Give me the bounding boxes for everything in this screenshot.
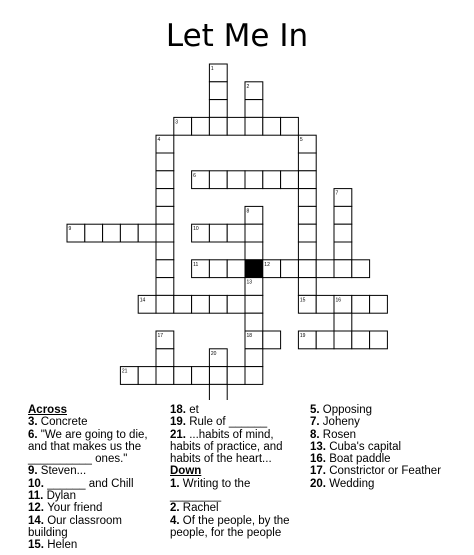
clue-text: ______ and Chill	[47, 477, 134, 490]
grid-cell[interactable]	[85, 224, 103, 242]
clue-text: Of the people, by the people, for the people	[170, 514, 290, 539]
clue-number-label: 16	[335, 297, 342, 304]
clue-number-label: 4	[157, 137, 161, 144]
grid-cell[interactable]	[227, 224, 245, 242]
down-heading: Down	[170, 465, 202, 478]
grid-cell[interactable]	[138, 224, 156, 242]
clue-number-label: 6	[193, 172, 196, 179]
grid-cell[interactable]	[156, 224, 174, 242]
clue-number-label: 11	[193, 261, 199, 268]
clues-column-middle	[170, 404, 298, 539]
clue-text: Rachel	[182, 502, 219, 515]
grid-cell[interactable]	[227, 367, 245, 385]
grid-cell[interactable]	[298, 278, 316, 296]
clue-text: ...habits of mind, habits of practice, and habits of the heart...	[170, 428, 283, 466]
clue-text: Constrictor or Feather	[329, 465, 442, 478]
down-clue	[170, 478, 298, 503]
grid-cell[interactable]	[209, 224, 227, 242]
clue-number: 20.	[310, 477, 330, 490]
clue-text: Writing to the ________	[170, 477, 251, 503]
clue-text: Your friend	[47, 502, 103, 515]
grid-cell[interactable]	[245, 313, 263, 331]
clue-number-label: 14	[139, 297, 146, 304]
clue-number: 13.	[310, 440, 330, 453]
grid-cell[interactable]	[298, 224, 316, 242]
clue-number-label: 7	[335, 190, 339, 197]
puzzle-title: Let Me In	[165, 18, 309, 54]
grid-cell[interactable]	[245, 100, 263, 118]
across-clue	[28, 515, 158, 540]
grid-cell[interactable]	[192, 295, 210, 313]
grid-cell[interactable]	[316, 331, 334, 349]
down-column-right	[310, 404, 450, 490]
grid-cell[interactable]	[227, 171, 245, 189]
grid-cell[interactable]	[298, 171, 316, 189]
grid-cell[interactable]	[263, 331, 281, 349]
down-clue	[310, 465, 450, 477]
clue-number-label: 1	[210, 66, 214, 72]
grid-cell[interactable]	[227, 260, 245, 278]
clue-number-label: 20	[210, 350, 217, 357]
grid-cell[interactable]	[281, 260, 299, 278]
grid-cell[interactable]	[316, 260, 334, 278]
clue-number: 7.	[310, 416, 323, 429]
grid-cell[interactable]	[281, 171, 299, 189]
grid-cell[interactable]	[334, 260, 352, 278]
down-clue	[170, 502, 298, 514]
clue-number: 17.	[310, 465, 330, 478]
grid-cell[interactable]	[281, 117, 299, 135]
clue-text: Rule of ______	[189, 416, 268, 429]
clue-number: 10.	[28, 477, 48, 490]
across-clue	[28, 490, 158, 502]
black-square	[245, 260, 263, 278]
clue-number: 6.	[28, 428, 41, 441]
down-clue	[310, 441, 450, 453]
across-clue	[28, 478, 158, 490]
down-clue	[310, 429, 450, 441]
grid-cell[interactable]	[209, 82, 227, 100]
clue-number-label: 18	[246, 333, 253, 339]
grid-cell[interactable]	[245, 171, 263, 189]
grid-cell[interactable]	[245, 349, 263, 367]
grid-cell[interactable]	[334, 224, 352, 242]
grid-cell[interactable]	[156, 278, 174, 296]
grid-cell[interactable]	[263, 117, 281, 135]
clue-number-label: 13	[246, 279, 253, 286]
grid-cell[interactable]	[334, 242, 352, 260]
grid-cell[interactable]	[174, 295, 192, 313]
grid-cell[interactable]	[227, 295, 245, 313]
grid-cell[interactable]	[156, 367, 174, 385]
across-clue	[28, 465, 158, 477]
clue-number: 18.	[170, 404, 190, 416]
clue-number-label: 12	[264, 261, 270, 268]
clue-number-label: 8	[246, 208, 250, 215]
clue-number: 9.	[28, 465, 41, 478]
clue-number-label: 17	[157, 333, 164, 339]
down-clue	[310, 416, 450, 428]
grid-cell[interactable]	[209, 100, 227, 118]
across-column	[28, 404, 158, 552]
grid-cell[interactable]	[370, 295, 388, 313]
clue-number: 2.	[170, 502, 183, 515]
grid-cell[interactable]	[370, 331, 388, 349]
grid-cell[interactable]	[120, 224, 138, 242]
clue-text: "We are going to die, and that makes us the __________ ones."	[28, 428, 148, 466]
across-heading: Across	[28, 404, 67, 416]
clue-text: Rosen	[322, 428, 357, 441]
across-clue	[170, 416, 298, 428]
clue-text: Joheny	[322, 416, 360, 429]
clue-number: 16.	[310, 453, 330, 466]
clue-number-label: 3	[175, 119, 179, 126]
grid-cell[interactable]	[209, 260, 227, 278]
grid-cell[interactable]	[352, 295, 370, 313]
clue-text: Dylan	[46, 490, 76, 503]
grid-cell[interactable]	[227, 117, 245, 135]
grid-cell[interactable]	[245, 117, 263, 135]
grid-cell[interactable]	[156, 260, 174, 278]
grid-cell[interactable]	[209, 171, 227, 189]
grid-cell[interactable]	[174, 367, 192, 385]
grid-cell[interactable]	[245, 242, 263, 260]
clue-number-label: 10	[193, 226, 199, 233]
grid-cell[interactable]	[352, 260, 370, 278]
clue-text: et	[189, 404, 199, 416]
clue-number-label: 19	[299, 333, 306, 339]
grid-cell[interactable]	[156, 242, 174, 260]
down-clue	[310, 453, 450, 465]
grid-cell[interactable]	[298, 242, 316, 260]
clue-number: 3.	[28, 416, 41, 429]
clue-text: Our classroom building	[28, 514, 122, 539]
grid-cell[interactable]	[156, 171, 174, 189]
across-clue	[28, 502, 158, 514]
grid-cell[interactable]	[245, 224, 263, 242]
down-clue	[310, 478, 450, 490]
clue-number: 21.	[170, 428, 190, 441]
clue-number: 8.	[310, 428, 323, 441]
grid-cell[interactable]	[298, 206, 316, 224]
across-clue	[170, 404, 298, 416]
clue-number-label: 5	[299, 137, 303, 144]
grid-cell[interactable]	[156, 153, 174, 171]
clue-text: Boat paddle	[329, 453, 391, 466]
grid-cell[interactable]	[298, 153, 316, 171]
down-clue	[310, 404, 450, 416]
grid-cell[interactable]	[156, 295, 174, 313]
down-clue	[170, 515, 298, 540]
clue-number: 15.	[28, 539, 48, 552]
clue-number-label: 9	[68, 226, 72, 233]
clue-number-label: 2	[246, 83, 250, 90]
clue-number: 4.	[170, 514, 183, 527]
across-clue	[170, 429, 298, 466]
across-clue	[28, 416, 158, 428]
grid-cell[interactable]	[103, 224, 121, 242]
clue-text: Cuba's capital	[329, 440, 402, 453]
clue-text: Opposing	[322, 404, 373, 416]
clue-number: 5.	[310, 404, 323, 416]
clue-number: 14.	[28, 514, 48, 527]
grid-cell[interactable]	[192, 117, 210, 135]
across-clue	[28, 539, 158, 551]
grid-cell[interactable]	[298, 189, 316, 207]
grid-cell[interactable]	[245, 295, 263, 313]
grid-cell[interactable]	[298, 260, 316, 278]
clue-text: Steven...	[40, 465, 87, 478]
clue-number-label: 21	[121, 368, 128, 375]
grid-cell[interactable]	[263, 171, 281, 189]
grid-cell[interactable]	[209, 384, 227, 400]
grid-cell[interactable]	[192, 367, 210, 385]
grid-cell[interactable]	[138, 367, 156, 385]
clue-number: 12.	[28, 502, 48, 515]
grid-cell[interactable]	[156, 206, 174, 224]
grid-cell[interactable]	[334, 331, 352, 349]
grid-cell[interactable]	[209, 295, 227, 313]
grid-cell[interactable]	[156, 349, 174, 367]
clue-number: 11.	[28, 490, 47, 503]
across-clue	[28, 429, 158, 466]
grid-cell[interactable]	[334, 313, 352, 331]
grid-cell[interactable]	[352, 331, 370, 349]
grid-cell[interactable]	[334, 206, 352, 224]
clue-text: Concrete	[40, 416, 88, 429]
clue-number: 1.	[170, 477, 183, 490]
grid-cell[interactable]	[209, 367, 227, 385]
grid-cell[interactable]	[316, 295, 334, 313]
grid-cell[interactable]	[156, 189, 174, 207]
clue-number: 19.	[170, 416, 190, 429]
grid-cell[interactable]	[209, 117, 227, 135]
clue-text: Helen	[47, 539, 78, 552]
clue-number-label: 15	[299, 297, 306, 304]
clue-text: Wedding	[329, 477, 375, 490]
grid-cell[interactable]	[245, 367, 263, 385]
